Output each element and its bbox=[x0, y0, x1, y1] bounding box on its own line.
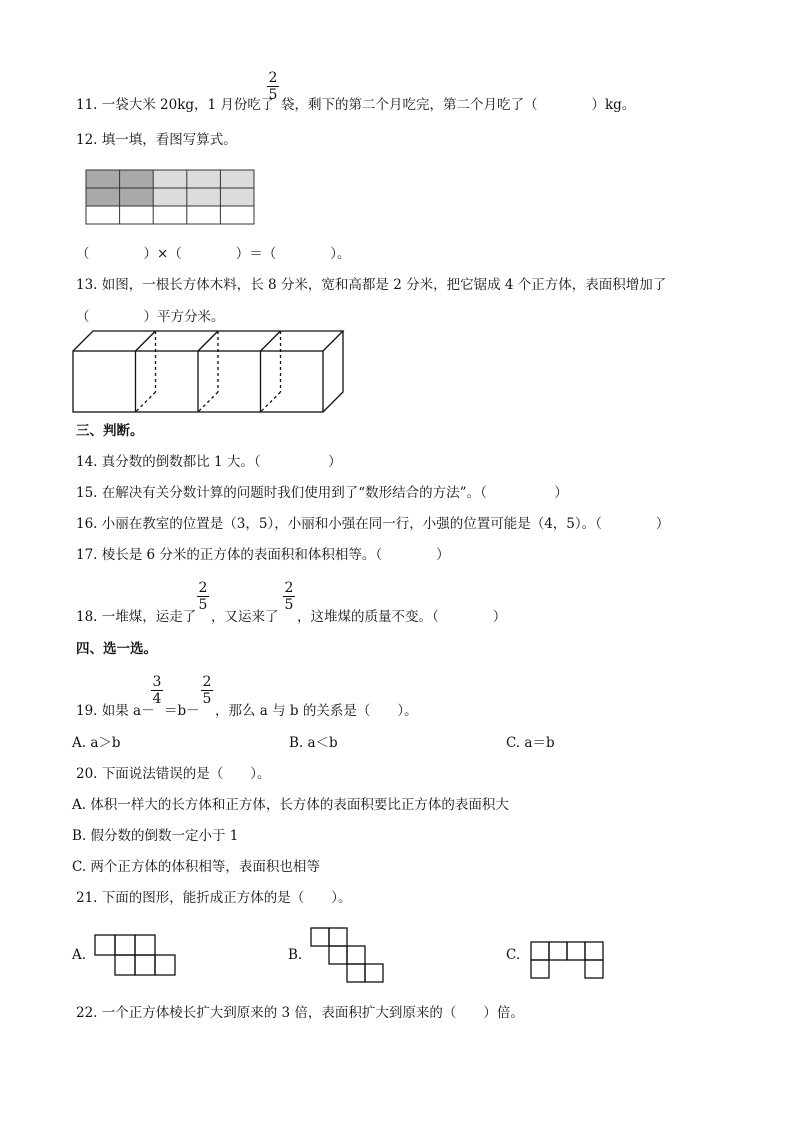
q19-option-b[interactable]: B. a＜b bbox=[289, 735, 338, 751]
question-18-part2: ，又运来了 bbox=[211, 609, 279, 625]
cuboid-right-face bbox=[323, 331, 343, 412]
q18-frac2-denominator: 5 bbox=[284, 597, 294, 613]
q19-option-c[interactable]: C. a＝b bbox=[506, 735, 555, 751]
q11-frac-numerator: 2 bbox=[268, 70, 278, 86]
q12-grid-figure bbox=[86, 170, 256, 226]
q20-option-c[interactable]: C. 两个正方体的体积相等，表面积也相等 bbox=[72, 859, 320, 875]
q18-frac2-numerator: 2 bbox=[284, 580, 294, 596]
question-16: 16. 小丽在教室的位置是（3，5），小丽和小强在同一行，小强的位置可能是（4，5）。（ ） bbox=[76, 516, 670, 532]
section-4-title: 四、选一选。 bbox=[76, 641, 157, 657]
q18-fraction-1 bbox=[196, 580, 210, 613]
question-19-part2: ＝b－ bbox=[164, 703, 200, 719]
cut-lines bbox=[136, 331, 281, 412]
question-13-line2: （ ）平方分米。 bbox=[76, 309, 225, 325]
q20-option-a[interactable]: A. 体积一样大的长方体和正方体，长方体的表面积要比正方体的表面积大 bbox=[72, 797, 509, 813]
q11-text-before: 11. 一袋大米 20kg，1 月份吃了 bbox=[76, 97, 275, 113]
hidden-cut-lines bbox=[136, 331, 281, 412]
q19-fraction-2 bbox=[200, 674, 214, 707]
q18-fraction-2 bbox=[282, 580, 296, 613]
q19-frac1-numerator: 3 bbox=[152, 674, 162, 690]
question-18-part3: ，这堆煤的质量不变。（ ） bbox=[297, 609, 507, 625]
q18-frac1-numerator: 2 bbox=[198, 580, 208, 596]
q21-option-c-label[interactable]: C. bbox=[506, 947, 521, 963]
question-11 bbox=[76, 96, 274, 114]
q21-option-a-label[interactable]: A. bbox=[72, 947, 87, 963]
question-12: 12. 填一填，看图写算式。 bbox=[76, 132, 237, 148]
q12-answer-line: （ ）×（ ）＝（ ）。 bbox=[76, 246, 351, 262]
q21-net-a[interactable] bbox=[90, 933, 180, 978]
q19-option-a[interactable]: A. a＞b bbox=[72, 735, 121, 751]
question-19-part1: 19. 如果 a－ bbox=[76, 703, 155, 719]
question-18-part1: 18. 一堆煤，运走了 bbox=[76, 609, 197, 625]
q19-frac1-denominator: 4 bbox=[152, 691, 162, 707]
question-22: 22. 一个正方体棱长扩大到原来的 3 倍，表面积扩大到原来的（ ）倍。 bbox=[76, 1005, 524, 1021]
question-13-line1: 13. 如图，一根长方体木料，长 8 分米，宽和高都是 2 分米，把它锯成 4 个正方体，表面积增加了 bbox=[76, 277, 667, 293]
q20-option-b[interactable]: B. 假分数的倒数一定小于 1 bbox=[72, 828, 239, 844]
q11-text-after: 袋，剩下的第二个月吃完，第二个月吃了（ ）kg。 bbox=[281, 97, 636, 113]
q21-option-b-label[interactable]: B. bbox=[288, 947, 303, 963]
q11-fraction bbox=[266, 70, 280, 103]
question-20: 20. 下面说法错误的是（ ）。 bbox=[76, 766, 271, 782]
q21-net-b[interactable] bbox=[306, 926, 391, 984]
q19-frac2-numerator: 2 bbox=[202, 674, 212, 690]
section-3-title: 三、判断。 bbox=[76, 423, 144, 439]
question-15: 15. 在解决有关分数计算的问题时我们使用到了“数形结合的方法”。（ ） bbox=[76, 485, 568, 501]
question-17: 17. 棱长是 6 分米的正方体的表面积和体积相等。（ ） bbox=[76, 547, 450, 563]
q19-frac2-denominator: 5 bbox=[202, 691, 212, 707]
question-21: 21. 下面的图形，能折成正方体的是（ ）。 bbox=[76, 890, 352, 906]
q21-net-c[interactable] bbox=[528, 938, 608, 983]
question-14: 14. 真分数的倒数都比 1 大。（ ） bbox=[76, 454, 342, 470]
question-19-part3: ，那么 a 与 b 的关系是（ ）。 bbox=[215, 703, 418, 719]
q18-frac1-denominator: 5 bbox=[198, 597, 208, 613]
q11-frac-denominator: 5 bbox=[268, 87, 278, 103]
q11-text-after-wrap bbox=[281, 96, 635, 114]
q19-fraction-1 bbox=[150, 674, 164, 707]
q13-cuboid-figure bbox=[72, 330, 347, 415]
